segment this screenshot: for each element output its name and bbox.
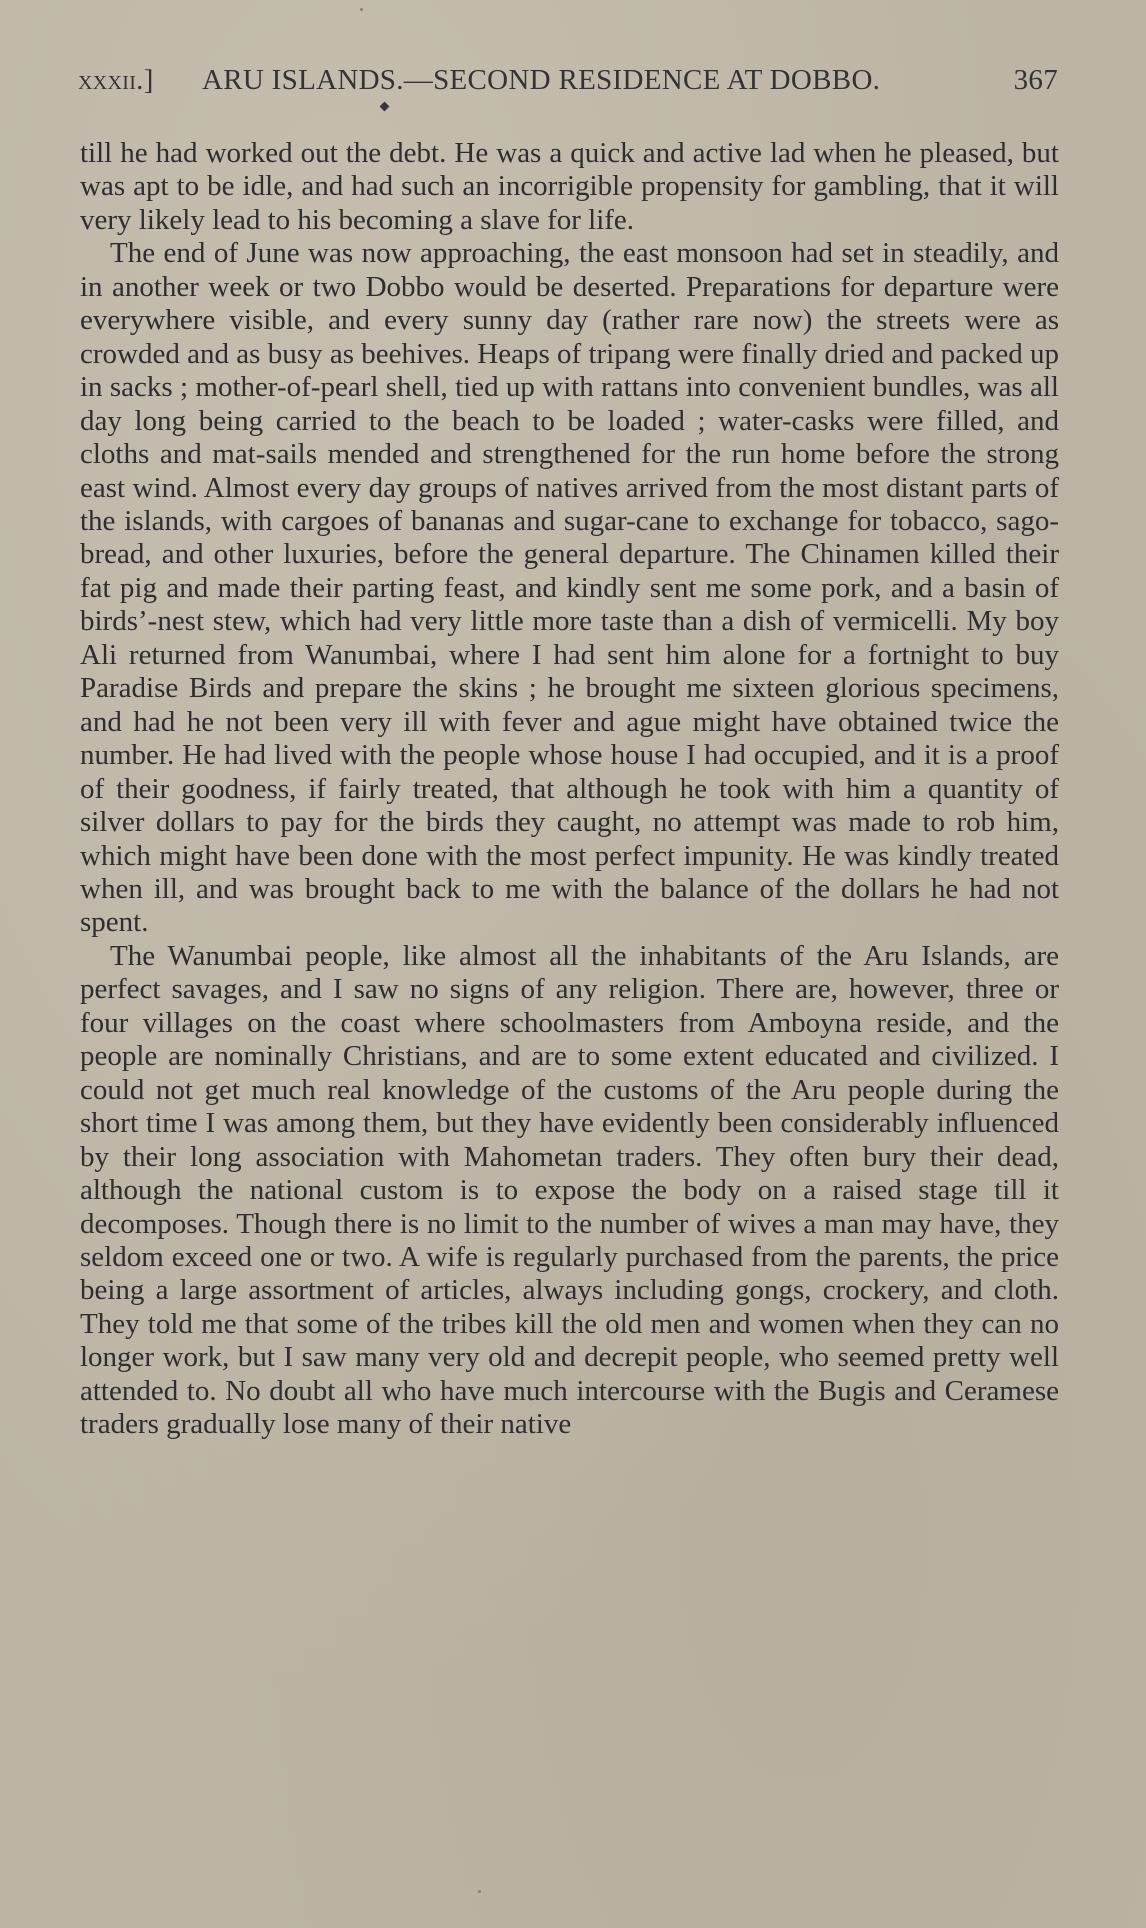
running-title: ARU ISLANDS.—SECOND RESIDENCE AT DOBBO. <box>202 64 881 96</box>
paper-speck <box>360 8 363 11</box>
paragraph-continued: till he had worked out the debt. He was a quick and active lad when he pleased, but was apt to be idle, and had such an incorrigible propensity for gambling, that it will very likely lead to his becoming a slave for life. <box>80 137 1059 236</box>
running-head <box>78 64 1058 104</box>
paragraph-june-departure: The end of June was now approaching, the east monsoon had set in steadily, and in another week or two Dobbo would be deserted. Preparations for departure were everywhere visible, and every sunny day (rather rare now) the streets were as crowded and as busy as beehives. Heaps of tripang were finally dried and packed up in sacks ; mother-of-pearl shell, tied up with rattans into convenient bundles, was all day long being carried to the beach to be loaded ; water-casks were filled, and cloths and mat-sails mended and strengthened for the run home before the strong east wind. Almost every day groups of natives arrived from the most distant parts of the islands, with cargoes of bananas and sugar-cane to exchange for tobacco, sago-bread, and other luxuries, before the general departure. The Chinamen killed their fat pig and made their parting feast, and kindly sent me some pork, and a basin of birds’-nest stew, which had very little more taste than a dish of vermicelli. My boy Ali returned from Wanumbai, where I had sent him alone for a fortnight to buy Paradise Birds and prepare the skins ; he brought me sixteen glorious specimens, and had he not been very ill with fever and ague might have obtained twice the number. He had lived with the people whose house I had occupied, and it is a proof of their goodness, if fairly treated, that although he took with him a quantity of silver dollars to pay for the birds they caught, no attempt was made to rob him, which might have been done with the most perfect impunity. He was kindly treated when ill, and was brought back to me with the balance of the dollars he had not spent. <box>80 237 1059 939</box>
body-text <box>80 137 1059 1442</box>
page-number: 367 <box>1013 64 1058 96</box>
paper-speck <box>478 1890 481 1893</box>
paragraph-wanumbai-people: The Wanumbai people, like almost all the inhabitants of the Aru Islands, are perfect savages, and I saw no signs of any religion. There are, however, three or four villages on the coast where schoolmasters from Amboyna reside, and the people are nominally Christians, and are to some extent educated and civilized. I could not get much real knowledge of the customs of the Aru people during the short time I was among them, but they have evidently been considerably influenced by their long association with Mahometan traders. They often bury their dead, although the national custom is to expose the body on a raised stage till it decomposes. Though there is no limit to the number of wives a man may have, they seldom exceed one or two. A wife is regularly purchased from the parents, the price being a large assortment of articles, always including gongs, crockery, and cloth. They told me that some of the tribes kill the old men and women when they can no longer work, but I saw many very old and decrepit people, who seemed pretty well attended to. No doubt all who have much intercourse with the Bugis and Ceramese traders gradually lose many of their native <box>80 939 1059 1441</box>
chapter-number: xxxii.] <box>78 64 154 96</box>
